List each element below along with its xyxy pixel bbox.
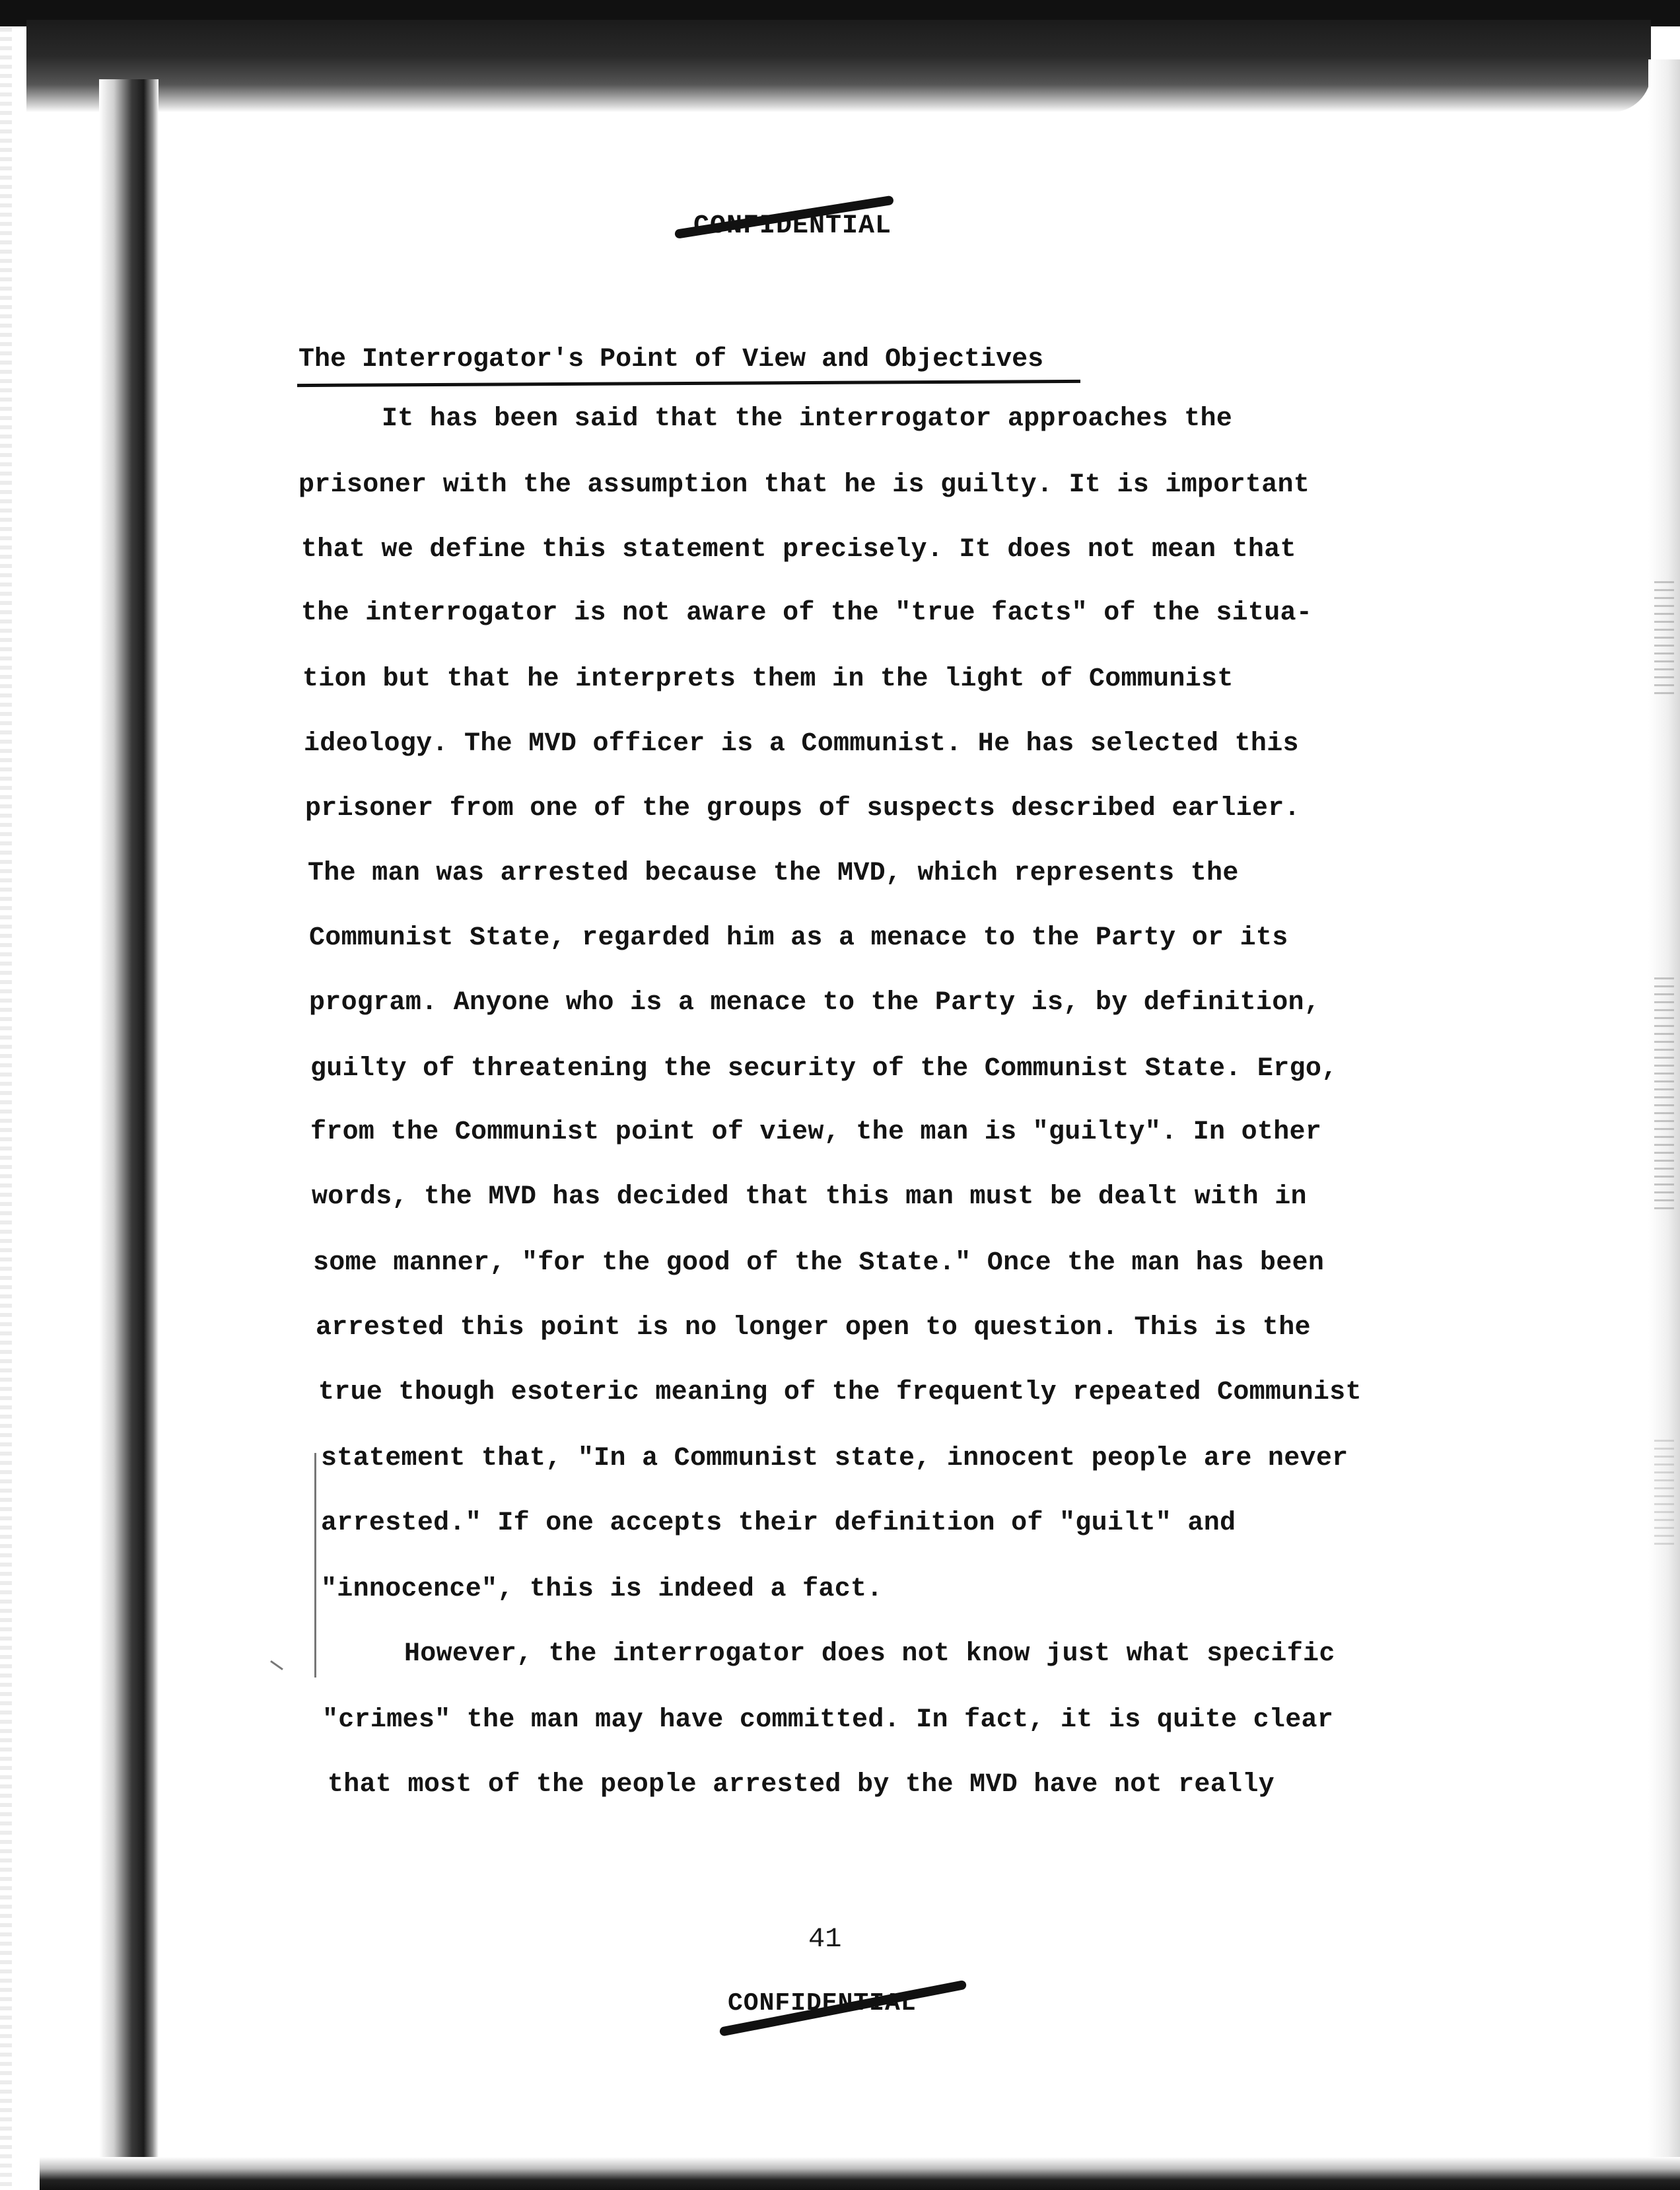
body-line: arrested." If one accepts their definition of "guilt" and xyxy=(321,1508,1236,1538)
body-line: prisoner from one of the groups of suspects described earlier. xyxy=(305,794,1300,824)
scan-right-specks-lower xyxy=(1654,1440,1674,1545)
scan-right-specks xyxy=(1654,977,1674,1215)
body-line: "crimes" the man may have committed. In fact, it is quite clear xyxy=(322,1705,1334,1735)
body-line: "innocence", this is indeed a fact. xyxy=(321,1574,883,1604)
margin-bracket xyxy=(314,1453,316,1678)
body-line: It has been said that the interrogator approaches the xyxy=(382,404,1233,434)
body-line: true though esoteric meaning of the frequently repeated Communist xyxy=(318,1378,1362,1407)
scan-right-specks-upper xyxy=(1654,581,1674,700)
body-line: However, the interrogator does not know just what specific xyxy=(404,1639,1335,1669)
body-line: words, the MVD has decided that this man must be dealt with in xyxy=(312,1182,1307,1212)
body-line: from the Communist point of view, the man is "guilty". In other xyxy=(310,1117,1322,1147)
scan-top-shadow xyxy=(26,20,1651,112)
body-line: arrested this point is no longer open to question. This is the xyxy=(316,1313,1311,1343)
body-line: tion but that he interprets them in the light of Communist xyxy=(302,664,1234,694)
body-line: Communist State, regarded him as a menace to the Party or its xyxy=(309,923,1288,953)
body-line: guilty of threatening the security of the Communist State. Ergo, xyxy=(310,1054,1338,1084)
classification-stamp-top: CONFIDENTIAL xyxy=(693,211,892,241)
body-line: the interrogator is not aware of the "true facts" of the situa- xyxy=(301,598,1313,628)
body-line: that most of the people arrested by the MVD have not really xyxy=(328,1770,1275,1800)
scan-left-strip xyxy=(0,0,12,2190)
classification-stamp-bottom: CONFIDENTIAL xyxy=(728,1989,917,2018)
body-line: prisoner with the assumption that he is guilty. It is important xyxy=(298,470,1310,500)
body-line: program. Anyone who is a menace to the Party is, by definition, xyxy=(309,988,1321,1018)
body-line: ideology. The MVD officer is a Communist. He has selected this xyxy=(304,729,1299,759)
body-line: some manner, "for the good of the State." Once the man has been xyxy=(313,1248,1325,1278)
page-number: 41 xyxy=(808,1923,842,1955)
body-line: The man was arrested because the MVD, which represents the xyxy=(308,859,1239,888)
scan-bottom-shadow xyxy=(40,2157,1680,2190)
body-line: statement that, "In a Communist state, innocent people are never xyxy=(321,1444,1348,1473)
section-heading: The Interrogator's Point of View and Objectives xyxy=(298,345,1044,374)
body-line: that we define this statement precisely. It does not mean that xyxy=(301,535,1296,565)
scan-left-shadow xyxy=(99,79,158,2186)
